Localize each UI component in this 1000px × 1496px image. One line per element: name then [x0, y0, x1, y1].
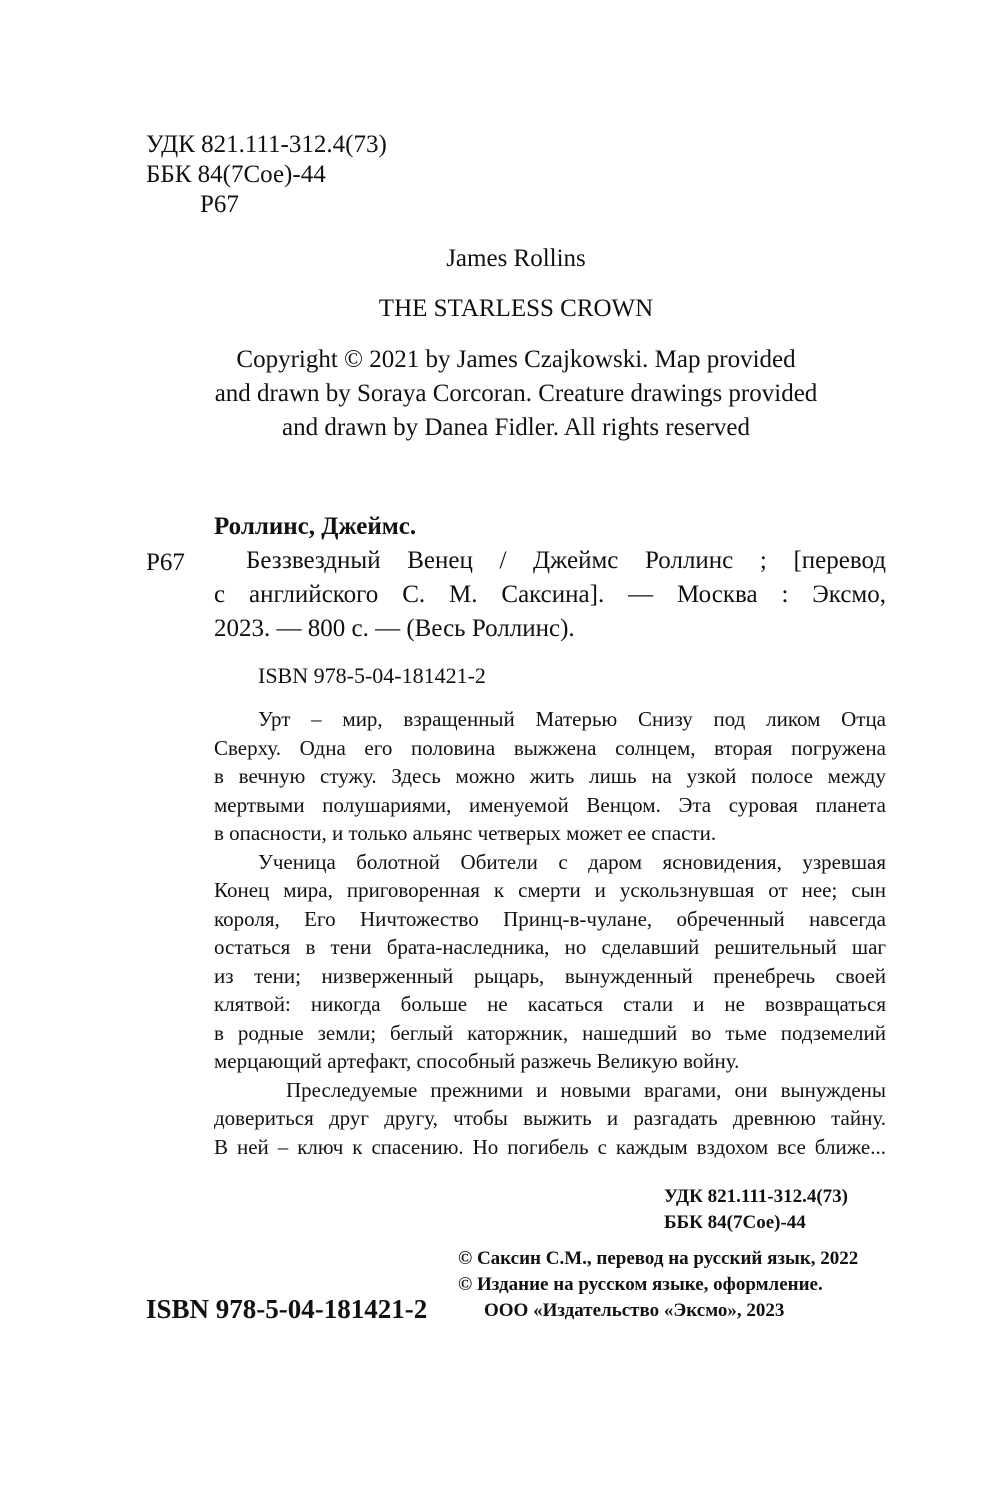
- copyright-edition: © Издание на русском языке, оформление.: [458, 1274, 823, 1295]
- annotation-line: мертвыми полушариями, именуемой Венцом. Эта суровая планета: [214, 792, 886, 817]
- annotation: [214, 705, 886, 1161]
- udk-header: УДК 821.111-312.4(73): [146, 131, 387, 158]
- annotation-line: Преследуемые прежними и новыми врагами, они вынуждены: [286, 1077, 886, 1102]
- publisher: ООО «Издательство «Эксмо», 2023: [484, 1300, 785, 1321]
- catalog-entry-line: Беззвездный Венец / Джеймс Роллинс ; [перевод: [246, 547, 886, 574]
- original-title: THE STARLESS CROWN: [378, 295, 654, 322]
- catalog-isbn: ISBN 978-5-04-181421-2: [258, 663, 486, 688]
- copyright-translation: © Саксин С.М., перевод на русский язык, 2022: [458, 1248, 859, 1269]
- catalog-code: Р67: [146, 549, 185, 576]
- annotation-line: клятвой: никогда больше не касаться стали и не возвращаться: [214, 992, 886, 1016]
- original-copyright: [146, 343, 886, 445]
- annotation-line: В ней – ключ к спасению. Но погибель с каждым вздохом все ближе...: [214, 1134, 886, 1159]
- catalog-heading: Роллинс, Джеймс.: [214, 513, 417, 540]
- catalog-entry-line: с английского С. М. Саксина]. — Москва : Эксмо,: [214, 581, 886, 608]
- bbk-footer: ББК 84(7Сое)-44: [664, 1212, 806, 1233]
- annotation-line: мерцающий артефакт, способный разжечь Великую войну.: [214, 1049, 740, 1073]
- annotation-line: в родные земли; беглый каторжник, нашедший во тьме подземелий: [214, 1020, 886, 1045]
- annotation-line: довериться друг другу, чтобы выжить и разгадать древнюю тайну.: [214, 1106, 886, 1130]
- copyright-line: and drawn by Danea Fidler. All rights reserved: [282, 414, 750, 441]
- annotation-line: Сверху. Одна его половина выжжена солнцем, вторая погружена: [214, 735, 886, 760]
- original-author: James Rollins: [446, 245, 586, 272]
- annotation-line: в вечную стужу. Здесь можно жить лишь на узкой полосе между: [214, 764, 886, 788]
- annotation-line: Конец мира, приговоренная к смерти и ускользнувшая от нее; сын: [214, 878, 886, 902]
- catalog-entry-line: 2023. — 800 с. — (Весь Роллинс).: [214, 615, 575, 642]
- udk-footer: УДК 821.111-312.4(73): [664, 1186, 849, 1207]
- annotation-line: в опасности, и только альянс четверых может ее спасти.: [214, 821, 717, 845]
- annotation-line: из тени; низверженный рыцарь, вынужденный пренебречь своей: [214, 963, 886, 988]
- copyright-line: and drawn by Soraya Corcoran. Creature drawings provided: [214, 380, 818, 407]
- copyright-line: Copyright © 2021 by James Czajkowski. Map provided: [236, 346, 796, 373]
- annotation-line: Урт – мир, взращенный Матерью Снизу под ликом Отца: [258, 707, 886, 731]
- catalog-entry: [214, 544, 886, 646]
- isbn-footer: ISBN 978-5-04-181421-2: [146, 1294, 428, 1324]
- annotation-line: короля, Его Ничтожество Принц-в-чулане, обреченный навсегда: [214, 906, 886, 931]
- annotation-line: Ученица болотной Обители с даром ясновидения, узревшая: [258, 849, 886, 874]
- bbk-header: ББК 84(7Сое)-44: [146, 161, 326, 188]
- author-code-header: Р67: [200, 191, 239, 218]
- annotation-line: остаться в тени брата-наследника, но сделавший решительный шаг: [214, 935, 886, 959]
